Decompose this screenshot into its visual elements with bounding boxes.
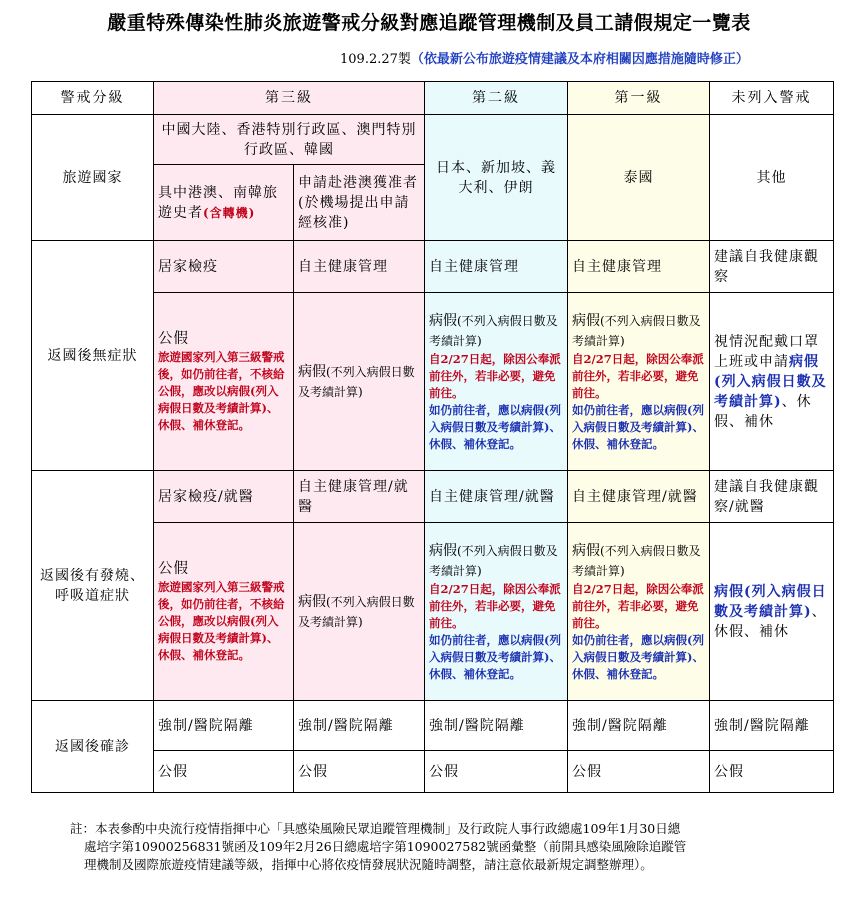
sick-leave-label: 病假 (429, 312, 457, 329)
header-level: 警戒分級 (32, 82, 154, 115)
sick-leave-label: 病假 (298, 593, 326, 610)
header-row (32, 82, 834, 115)
leave-instruction: 如仍前往者，應以病假(列入病假日數及考績計算)、休假、補休登記。 (572, 632, 704, 681)
symptom-leave-unlisted (710, 523, 834, 701)
confirmed-isolation-lv1: 強制/醫院隔離 (568, 701, 710, 751)
sick-leave-label: 病假 (572, 542, 600, 559)
mask-advice: 視情況配戴口罩上班或申請 (714, 333, 819, 370)
row-label-travel: 旅遊國家 (32, 115, 154, 241)
no-symptom-leave-lv3a (154, 293, 294, 471)
confirmed-isolation-lv3a: 強制/醫院隔離 (154, 701, 294, 751)
header-unlisted: 未列入警戒 (710, 82, 834, 115)
revision-note: （依最新公布旅遊疫情建議及本府相關因應措施隨時修正） (410, 52, 749, 67)
transit-note: (含轉機) (203, 205, 256, 220)
sick-leave-label: 病假 (572, 312, 600, 329)
header-level-3: 第三級 (154, 82, 425, 115)
made-date: 109.2.27製 (340, 52, 411, 67)
public-leave-warning: 旅遊國家列入第三級警戒後，如仍前往者，不核給公假，應改以病假(列入病假日數及考績計算)、休假、補休登記。 (158, 580, 285, 662)
symptom-mgmt-lv2: 自主健康管理/就醫 (425, 471, 568, 523)
public-leave-warning: 旅遊國家列入第三級警戒後，如仍前往者，不核給公假，應改以病假(列入病假日數及考績計算)、休假、補休登記。 (158, 350, 285, 432)
other-leave: 、休假、補休 (714, 393, 812, 430)
subtitle (340, 48, 749, 67)
no-symptom-leave-unlisted (710, 293, 834, 471)
page-title: 嚴重特殊傳染性肺炎旅遊警戒分級對應追蹤管理機制及員工請假規定一覽表 (107, 12, 751, 34)
confirmed-isolation-lv2: 強制/醫院隔離 (425, 701, 568, 751)
symptom-mgmt-row (32, 471, 834, 523)
travel-lv3-history-text: 具中港澳、南韓旅遊史者 (158, 184, 278, 221)
symptom-leave-lv2 (425, 523, 568, 701)
sick-leave-note: (不列入病假日數及考績計算) (429, 543, 558, 578)
sick-leave-instruction: 病假(列入病假日數及考績計算) (714, 583, 827, 620)
confirmed-leave-unlisted: 公假 (710, 751, 834, 793)
no-symptom-leave-lv2 (425, 293, 568, 471)
symptom-mgmt-lv3b: 自主健康管理/就醫 (294, 471, 425, 523)
sick-leave-label: 病假 (298, 363, 326, 380)
travel-lv3-apply: 申請赴港澳獲准者(於機場提出申請經核准) (294, 165, 425, 241)
confirmed-leave-lv1: 公假 (568, 751, 710, 793)
symptom-mgmt-unlisted: 建議自我健康觀察/就醫 (710, 471, 834, 523)
leave-instruction: 如仍前往者，應以病假(列入病假日數及考績計算)、休假、補休登記。 (572, 402, 704, 451)
travel-lv1-countries: 泰國 (568, 115, 710, 241)
travel-row-top (32, 115, 834, 165)
travel-lv2-countries: 日本、新加坡、義大利、伊朗 (425, 115, 568, 241)
travel-advisory: 自2/27日起，除因公奉派前往外，若非必要，避免前往。 (429, 581, 561, 630)
confirmed-isolation-unlisted: 強制/醫院隔離 (710, 701, 834, 751)
no-symptom-mgmt-lv2: 自主健康管理 (425, 241, 568, 293)
header-level-2: 第二級 (425, 82, 568, 115)
symptom-leave-lv3b (294, 523, 425, 701)
confirmed-leave-lv3b: 公假 (294, 751, 425, 793)
row-label-confirmed: 返國後確診 (32, 701, 154, 793)
confirmed-isolation-row (32, 701, 834, 751)
symptom-leave-lv3a (154, 523, 294, 701)
row-label-symptom: 返國後有發燒、呼吸道症狀 (32, 471, 154, 701)
sick-leave-instruction: 病假(列入病假日數及考績計算) (714, 353, 827, 410)
confirmed-isolation-lv3b: 強制/醫院隔離 (294, 701, 425, 751)
sick-leave-note: (不列入病假日數及考績計算) (572, 543, 701, 578)
travel-unlisted: 其他 (710, 115, 834, 241)
symptom-mgmt-lv3a: 居家檢疫/就醫 (154, 471, 294, 523)
public-leave-label: 公假 (158, 331, 189, 347)
travel-lv3-history (154, 165, 294, 241)
confirmed-leave-lv3a: 公假 (154, 751, 294, 793)
footnote-line: 處培字第10900256831號函及109年2月26日總處培字第1090027582號函彙整（前開具感染風險除追蹤管 (84, 839, 687, 854)
travel-lv3-countries: 中國大陸、香港特別行政區、澳門特別行政區、韓國 (154, 115, 425, 165)
no-symptom-mgmt-unlisted: 建議自我健康觀察 (710, 241, 834, 293)
symptom-mgmt-lv1: 自主健康管理/就醫 (568, 471, 710, 523)
travel-advisory: 自2/27日起，除因公奉派前往外，若非必要，避免前往。 (572, 351, 704, 400)
no-symptom-mgmt-lv1: 自主健康管理 (568, 241, 710, 293)
symptom-leave-lv1 (568, 523, 710, 701)
no-symptom-mgmt-lv3b: 自主健康管理 (294, 241, 425, 293)
header-level-1: 第一級 (568, 82, 710, 115)
sick-leave-label: 病假 (429, 542, 457, 559)
sick-leave-note: (不列入病假日數及考績計算) (298, 594, 415, 629)
other-leave: 、休假、補休 (714, 603, 827, 640)
confirmed-leave-lv2: 公假 (425, 751, 568, 793)
footnote-line: 註：本表參酌中央流行疫情指揮中心「具感染風險民眾追蹤管理機制」及行政院人事行政總處109年1月30日總 (70, 821, 681, 836)
public-leave-label: 公假 (158, 561, 189, 577)
sick-leave-note: (不列入病假日數及考績計算) (572, 313, 701, 348)
footnote-line: 理機制及國際旅遊疫情建議等級，指揮中心將依疫情發展狀況隨時調整，請注意依最新規定調整辦理）。 (84, 857, 653, 872)
travel-advisory: 自2/27日起，除因公奉派前往外，若非必要，避免前往。 (429, 351, 561, 400)
travel-advisory: 自2/27日起，除因公奉派前往外，若非必要，避免前往。 (572, 581, 704, 630)
leave-instruction: 如仍前往者，應以病假(列入病假日數及考績計算)、休假、補休登記。 (429, 632, 561, 681)
no-symptom-mgmt-lv3a: 居家檢疫 (154, 241, 294, 293)
leave-instruction: 如仍前往者，應以病假(列入病假日數及考績計算)、休假、補休登記。 (429, 402, 561, 451)
sick-leave-note: (不列入病假日數及考績計算) (298, 364, 415, 399)
no-symptom-leave-lv3b (294, 293, 425, 471)
no-symptom-leave-lv1 (568, 293, 710, 471)
row-label-no-symptom: 返國後無症狀 (32, 241, 154, 471)
no-symptom-mgmt-row (32, 241, 834, 293)
sick-leave-note: (不列入病假日數及考績計算) (429, 313, 558, 348)
footnote (70, 820, 810, 874)
leave-policy-table (31, 81, 834, 793)
